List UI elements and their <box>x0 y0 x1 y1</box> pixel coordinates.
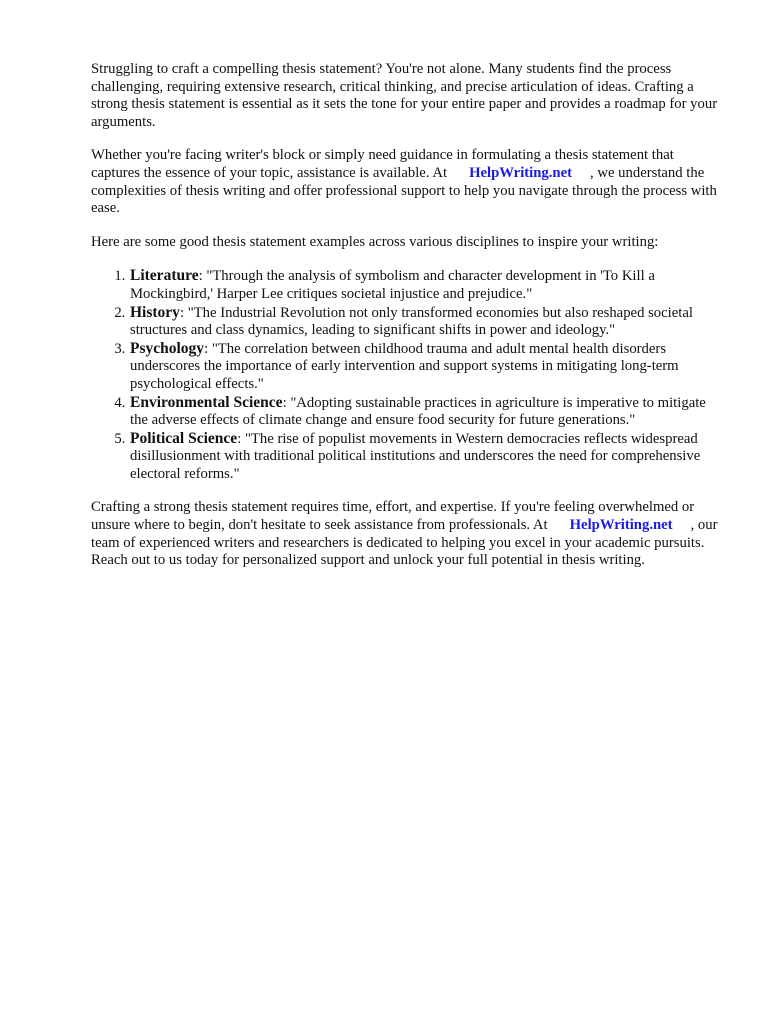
closing-paragraph-text-before: Crafting a strong thesis statement requires time, effort, and expertise. If you're feeling overwhelmed or unsure where to begin, don't hesitate to seek assistance from professionals. At <box>91 499 695 534</box>
closing-paragraph-text-after: , our team of experienced writers and researchers is dedicated to helping you excel in your academic pursuits. Reach out to us today for personalized support and unlock your full potential in thesis writing. <box>91 517 718 569</box>
list-item <box>129 430 720 484</box>
list-item <box>129 394 720 430</box>
helpwriting-link[interactable]: HelpWriting.net <box>569 517 673 534</box>
help-paragraph-text-after: , we understand the complexities of thesis writing and offer professional support to help you navigate through the process with ease. <box>91 164 717 217</box>
list-item <box>129 340 720 394</box>
closing-paragraph <box>91 499 720 569</box>
example-text: : "The correlation between childhood trauma and adult mental health disorders underscores the importance of early intervention and support systems in mitigating long-term psychological effects." <box>130 340 679 392</box>
list-item <box>129 304 720 340</box>
help-paragraph-text-before: Whether you're facing writer's block or simply need guidance in formulating a thesis statement that captures the essence of your topic, assistance is available. At <box>91 147 674 181</box>
help-paragraph <box>91 147 720 217</box>
example-term: Literature <box>130 267 199 285</box>
examples-intro: Here are some good thesis statement examples across various disciplines to inspire your writing: <box>91 233 659 250</box>
example-term: Psychology <box>130 339 205 357</box>
list-item <box>129 267 720 303</box>
example-text: : "Through the analysis of symbolism and character development in 'To Kill a Mockingbird,' Harper Lee critiques societal injustice and prejudice." <box>130 268 655 302</box>
example-term: Environmental Science <box>130 393 283 411</box>
helpwriting-link[interactable]: HelpWriting.net <box>469 164 573 181</box>
intro-paragraph: Struggling to craft a compelling thesis statement? You're not alone. Many students find the process challenging, requiring extensive research, critical thinking, and precise articulation of ideas. Crafting a strong thesis statement is essential as it sets the tone for your entire paper and provides a roadmap for your arguments. <box>91 61 718 130</box>
example-text: : "Adopting sustainable practices in agriculture is imperative to mitigate the adverse effects of climate change and ensure food security for future generations." <box>130 394 706 429</box>
examples-list <box>91 267 720 483</box>
example-text: : "The rise of populist movements in Western democracies reflects widespread disillusionment with traditional political institutions and underscores the need for comprehensive electoral reforms." <box>130 430 701 482</box>
example-term: Political Science <box>130 429 238 447</box>
example-text: : "The Industrial Revolution not only transformed economies but also reshaped societal structures and class dynamics, leading to significant shifts in power and ideology." <box>130 304 693 339</box>
example-term: History <box>130 303 180 321</box>
